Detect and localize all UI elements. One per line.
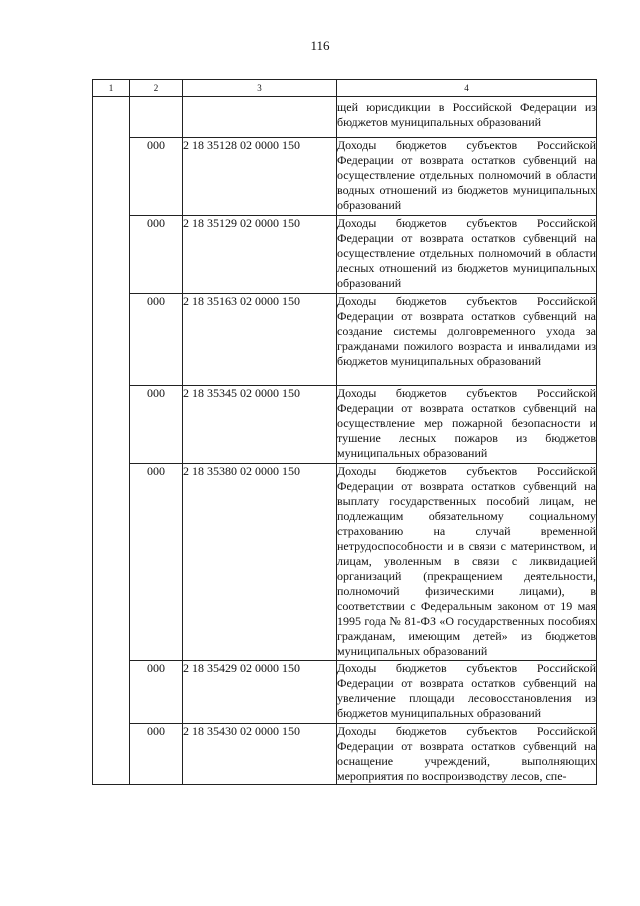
description-cell: Доходы бюджетов субъектов Российской Федерации от возврата остатков субвенций на осуществление мер пожарной безопасности и тушение лесных пожаров из бюджетов муниципальных образований xyxy=(337,386,597,464)
description-cell: Доходы бюджетов субъектов Российской Федерации от возврата остатков субвенций на осуществление отдельных полномочий в области лесных отношений из бюджетов муниципальных образований xyxy=(337,216,597,294)
kbk-cell xyxy=(183,97,337,138)
kbk-cell: 2 18 35163 02 0000 150 xyxy=(183,294,337,386)
admin-code-cell xyxy=(130,97,183,138)
kbk-cell: 2 18 35380 02 0000 150 xyxy=(183,464,337,661)
admin-code-cell: 000 xyxy=(130,464,183,661)
column-header-3: 3 xyxy=(183,80,337,97)
admin-code-cell: 000 xyxy=(130,138,183,216)
admin-code-cell: 000 xyxy=(130,294,183,386)
description-cell: Доходы бюджетов субъектов Российской Федерации от возврата остатков субвенций на увеличение площади лесовосстановления из бюджетов муниципальных образований xyxy=(337,661,597,724)
table-row xyxy=(93,216,597,294)
kbk-cell: 2 18 35128 02 0000 150 xyxy=(183,138,337,216)
kbk-cell: 2 18 35429 02 0000 150 xyxy=(183,661,337,724)
admin-code-cell: 000 xyxy=(130,386,183,464)
column-header-2: 2 xyxy=(130,80,183,97)
table-header-row xyxy=(93,80,597,97)
description-cell: Доходы бюджетов субъектов Российской Федерации от возврата остатков субвенций на создание системы долговременного ухода за гражданами пожилого возраста и инвалидами из бюджетов муниципальных образований xyxy=(337,294,597,386)
kbk-cell: 2 18 35129 02 0000 150 xyxy=(183,216,337,294)
admin-code-cell: 000 xyxy=(130,661,183,724)
table-row xyxy=(93,386,597,464)
kbk-cell: 2 18 35345 02 0000 150 xyxy=(183,386,337,464)
table-row xyxy=(93,661,597,724)
page-number: 116 xyxy=(310,38,330,53)
table-row-continuation xyxy=(93,97,597,138)
table-row xyxy=(93,294,597,386)
description-cell: Доходы бюджетов субъектов Российской Федерации от возврата остатков субвенций на осуществление отдельных полномочий в области водных отношений из бюджетов муниципальных образований xyxy=(337,138,597,216)
description-cell: Доходы бюджетов субъектов Российской Федерации от возврата остатков субвенций на оснащение учреждений, выполняющих мероприятия по воспроизводству лесов, спе- xyxy=(337,724,596,783)
column-header-4: 4 xyxy=(337,80,597,97)
admin-code-cell: 000 xyxy=(130,216,183,294)
description-cell: Доходы бюджетов субъектов Российской Федерации от возврата остатков субвенций на выплату государственных пособий лицам, не подлежащим обязательному социальному страхованию на случай временной нетрудоспособности и в связи с материнством, и лицам, уволенным в связи с ликвидацией организаций (прекращением деятельности, полномочий физическими лицами), в соответствии с Федеральным законом от 19 мая 1995 года № 81-ФЗ «О государственных пособиях гражданам, имеющим детей» из бюджетов муниципальных образований xyxy=(337,464,597,661)
revenue-codes-table xyxy=(92,79,597,785)
table-row xyxy=(93,724,597,785)
column-header-1: 1 xyxy=(93,80,130,97)
table-row xyxy=(93,138,597,216)
table-row xyxy=(93,464,597,661)
kbk-cell: 2 18 35430 02 0000 150 xyxy=(183,724,337,785)
description-cell: щей юрисдикции в Российской Федерации из бюджетов муниципальных образований xyxy=(337,97,597,138)
column-1-cell xyxy=(93,97,130,785)
admin-code-cell: 000 xyxy=(130,724,183,785)
